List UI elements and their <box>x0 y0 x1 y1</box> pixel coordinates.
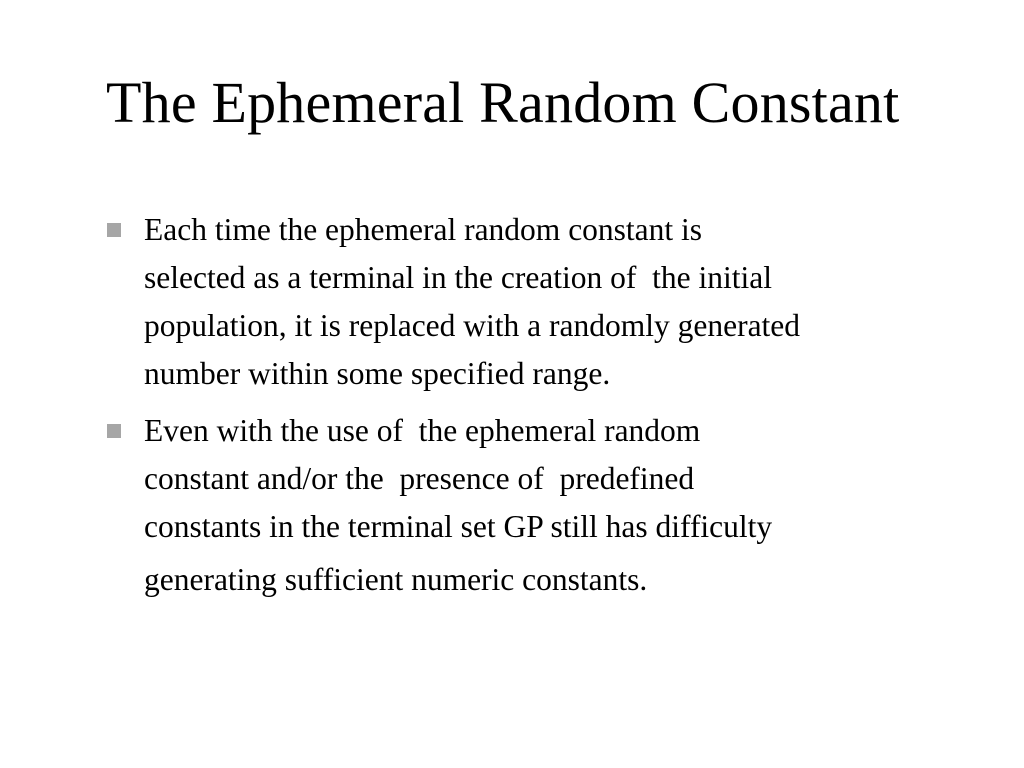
square-bullet-icon <box>107 223 121 237</box>
bullet-line: number within some specified range. <box>144 356 611 391</box>
bullet-list <box>107 206 967 613</box>
bullet-item <box>107 407 967 604</box>
bullet-line: population, it is replaced with a randomly generated <box>144 308 801 343</box>
bullet-line: Each time the ephemeral random constant is <box>144 212 703 247</box>
bullet-line: selected as a terminal in the creation of the initial <box>144 260 773 295</box>
bullet-line: generating sufficient numeric constants. <box>144 562 648 597</box>
bullet-line: Even with the use of the ephemeral random <box>144 413 701 448</box>
slide-title: The Ephemeral Random Constant <box>106 70 900 135</box>
bullet-line: constants in the terminal set GP still has difficulty <box>144 509 773 544</box>
bullet-line: constant and/or the presence of predefined <box>144 461 695 496</box>
square-bullet-icon <box>107 424 121 438</box>
bullet-item <box>107 206 967 398</box>
